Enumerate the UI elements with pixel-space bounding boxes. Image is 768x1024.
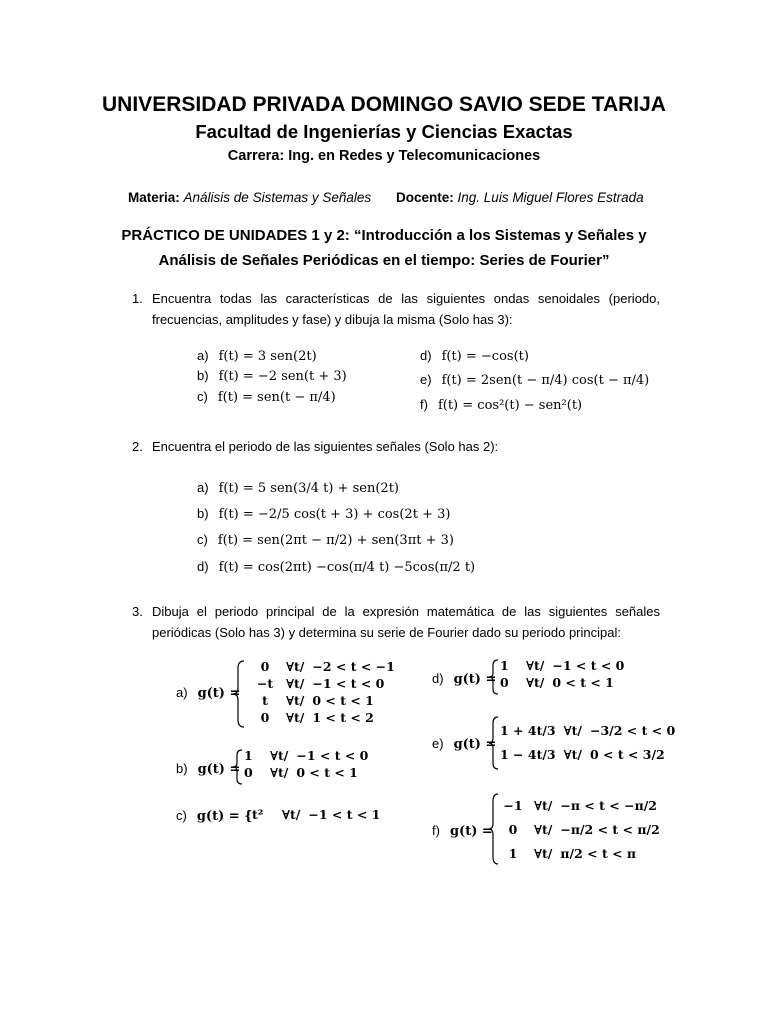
- teacher-line: [396, 190, 644, 205]
- question-3: [132, 601, 660, 643]
- q3a-brace: [232, 660, 246, 728]
- q2-item-b: b) f(t) = −2/5 cos(t + 3) + cos(2t + 3): [197, 506, 451, 522]
- q3e-lhs: e) g(t) =: [432, 736, 497, 752]
- q1-item-f: f) f(t) = cos²(t) − sen²(t): [420, 397, 583, 413]
- question-1-text: Encuentra todas las características de las siguientes ondas senoidales (periodo, frecuencias, amplitudes y fase) y dibuja la misma (Solo has 3):: [152, 291, 660, 327]
- question-2: [132, 436, 660, 457]
- q2-expr-b: f(t) = −2/5 cos(t + 3) + cos(2t + 3): [218, 507, 451, 522]
- q3e-cases: 1 + 4t/3 ∀t/ −3/2 < t < 0 1 − 4t/3 ∀t/ 0 < t < 3/2: [500, 722, 676, 762]
- subject-label: Materia:: [128, 190, 180, 205]
- q1-item-b: b) f(t) = −2 sen(t + 3): [197, 368, 347, 384]
- q1-expr-b: f(t) = −2 sen(t + 3): [218, 369, 347, 384]
- question-1: [132, 288, 660, 330]
- q2-item-c: c) f(t) = sen(2πt − π/2) + sen(3πt + 3): [197, 532, 454, 548]
- q3f-lhs: f) g(t) =: [432, 823, 493, 839]
- q1-expr-e: f(t) = 2sen(t − π/4) cos(t − π/4): [441, 373, 650, 388]
- teacher-label: Docente:: [396, 190, 454, 205]
- q3d-brace: [488, 659, 500, 695]
- q3e-brace: [488, 716, 500, 770]
- q1-expr-f: f(t) = cos²(t) − sen²(t): [437, 398, 583, 413]
- q3f-cases: −1 ∀t/ −π < t < −π/2 0 ∀t/ −π/2 < t < π/2 1 ∀t/ π/2 < t < π: [503, 797, 660, 861]
- q3c-cases: t² ∀t/ −1 < t < 1: [252, 807, 381, 822]
- teacher-value: Ing. Luis Miguel Flores Estrada: [457, 190, 644, 205]
- subject-line: [128, 190, 371, 205]
- question-1-number: 1.: [132, 291, 143, 306]
- q3d-lhs: d) g(t) =: [432, 671, 497, 687]
- q2-expr-a: f(t) = 5 sen(3/4 t) + sen(2t): [218, 481, 399, 496]
- q3d-cases: 1 ∀t/ −1 < t < 0 0 ∀t/ 0 < t < 1: [500, 658, 625, 690]
- q2-expr-c: f(t) = sen(2πt − π/2) + sen(3πt + 3): [217, 533, 454, 548]
- q1-item-a: a) f(t) = 3 sen(2t): [197, 348, 317, 364]
- practice-title-line2: Análisis de Señales Periódicas en el tiempo: Series de Fourier”: [158, 252, 610, 269]
- faculty-name: Facultad de Ingenierías y Ciencias Exactas: [195, 121, 573, 142]
- q1-item-d: d) f(t) = −cos(t): [420, 348, 529, 364]
- question-2-text: Encuentra el periodo de las siguientes señales (Solo has 2):: [152, 439, 499, 454]
- question-3-number: 3.: [132, 604, 143, 619]
- q1-expr-d: f(t) = −cos(t): [441, 349, 529, 364]
- q3b-cases: 1 ∀t/ −1 < t < 0 0 ∀t/ 0 < t < 1: [244, 748, 369, 780]
- q3c-lhs: c) g(t) = {: [176, 808, 253, 824]
- q3f-brace: [488, 793, 500, 865]
- q3b-brace: [232, 749, 244, 785]
- university-name: UNIVERSIDAD PRIVADA DOMINGO SAVIO SEDE TARIJA: [102, 93, 666, 116]
- q3a-lhs: a) g(t) =: [176, 685, 241, 701]
- q2-item-d: d) f(t) = cos(2πt) −cos(π/4 t) −5cos(π/2 t): [197, 559, 476, 575]
- q1-expr-c: f(t) = sen(t − π/4): [217, 390, 336, 405]
- q2-expr-d: f(t) = cos(2πt) −cos(π/4 t) −5cos(π/2 t): [218, 560, 476, 575]
- career-name: Carrera: Ing. en Redes y Telecomunicaciones: [227, 148, 541, 164]
- q2-item-a: a) f(t) = 5 sen(3/4 t) + sen(2t): [197, 480, 399, 496]
- q1-item-e: e) f(t) = 2sen(t − π/4) cos(t − π/4): [420, 372, 650, 388]
- q1-item-c: c) f(t) = sen(t − π/4): [197, 389, 336, 405]
- q1-expr-a: f(t) = 3 sen(2t): [218, 349, 317, 364]
- q3b-lhs: b) g(t) =: [176, 761, 241, 777]
- question-3-text: Dibuja el periodo principal de la expresión matemática de las siguientes señales periódicas (Solo has 3) y determina su serie de Fourier dado su periodo principal:: [152, 604, 660, 640]
- practice-title-line1: PRÁCTICO DE UNIDADES 1 y 2: “Introducción a los Sistemas y Señales y: [121, 227, 647, 244]
- q3a-cases: 0 ∀t/ −2 < t < −1 −t ∀t/ −1 < t < 0 t ∀t/ 0 < t < 1 0 ∀t/ 1 < t < 2: [256, 659, 395, 725]
- subject-value: Análisis de Sistemas y Señales: [183, 190, 372, 205]
- question-2-number: 2.: [132, 439, 143, 454]
